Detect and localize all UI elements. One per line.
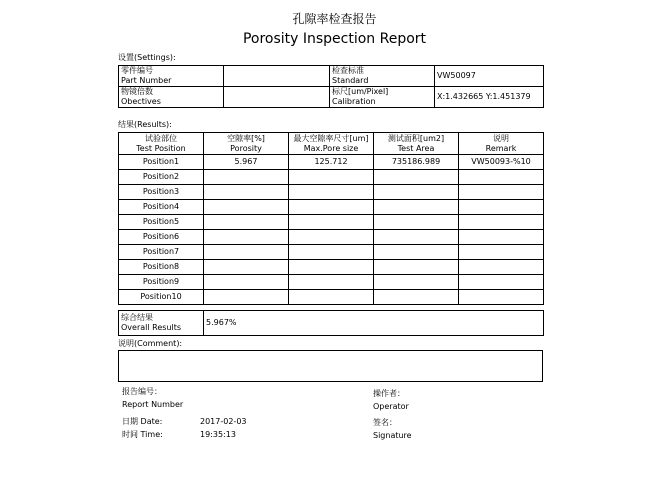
settings-table xyxy=(118,65,544,108)
table-row xyxy=(119,170,544,185)
area-cell: 735186.989 xyxy=(374,155,459,170)
table-row xyxy=(119,155,544,170)
standard-label: 检查标准 Standard xyxy=(330,66,435,87)
position-cell: Position3 xyxy=(119,185,204,200)
porosity-cell xyxy=(204,170,289,185)
porosity-cell xyxy=(204,275,289,290)
results-header-row xyxy=(119,133,544,155)
remark-cell xyxy=(459,215,544,230)
operator-label-en: Operator xyxy=(373,402,409,411)
remark-cell xyxy=(459,290,544,305)
position-cell: Position10 xyxy=(119,290,204,305)
header-porosity: 空隙率[%] Porosity xyxy=(204,133,289,155)
results-table xyxy=(118,132,544,305)
area-cell xyxy=(374,245,459,260)
position-cell: Position8 xyxy=(119,260,204,275)
settings-label: 设置(Settings): xyxy=(118,53,176,62)
max-pore-cell xyxy=(289,290,374,305)
date-label: 日期 Date: xyxy=(122,417,163,426)
overall-results-table xyxy=(118,310,544,336)
operator-label-cn: 操作者： xyxy=(373,389,405,398)
porosity-cell xyxy=(204,200,289,215)
area-cell xyxy=(374,200,459,215)
report-number-label-cn: 报告编号： xyxy=(122,387,162,396)
area-cell xyxy=(374,230,459,245)
remark-cell xyxy=(459,200,544,215)
report-title-en: Porosity Inspection Report xyxy=(242,31,427,47)
time-value: 19:35:13 xyxy=(200,430,236,439)
header-test-area: 测试面积[um2] Test Area xyxy=(374,133,459,155)
area-cell xyxy=(374,275,459,290)
objectives-label: 物镜倍数 Obectives xyxy=(119,87,224,108)
porosity-cell xyxy=(204,260,289,275)
position-cell: Position9 xyxy=(119,275,204,290)
porosity-cell: 5.967 xyxy=(204,155,289,170)
overall-row xyxy=(119,311,544,336)
porosity-cell xyxy=(204,245,289,260)
porosity-cell xyxy=(204,230,289,245)
settings-row xyxy=(119,66,544,87)
max-pore-cell xyxy=(289,275,374,290)
table-row xyxy=(119,230,544,245)
remark-cell xyxy=(459,245,544,260)
table-row xyxy=(119,290,544,305)
overall-results-label: 综合结果 Overall Results xyxy=(119,311,204,336)
table-row xyxy=(119,260,544,275)
results-label: 结果(Results): xyxy=(118,120,172,129)
position-cell: Position2 xyxy=(119,170,204,185)
max-pore-cell xyxy=(289,215,374,230)
area-cell xyxy=(374,290,459,305)
part-number-label: 零件编号 Part Number xyxy=(119,66,224,87)
comment-label: 说明(Comment): xyxy=(118,339,183,348)
report-number-label-en: Report Number xyxy=(122,400,184,409)
table-row xyxy=(119,185,544,200)
overall-results-value: 5.967% xyxy=(204,311,544,336)
header-max-pore-size: 最大空隙率尺寸[um] Max.Pore size xyxy=(289,133,374,155)
porosity-cell xyxy=(204,290,289,305)
remark-cell xyxy=(459,230,544,245)
calibration-label: 标尺[um/Pixel] Calibration xyxy=(330,87,435,108)
max-pore-cell: 125.712 xyxy=(289,155,374,170)
remark-cell xyxy=(459,170,544,185)
position-cell: Position1 xyxy=(119,155,204,170)
header-remark: 说明 Remark xyxy=(459,133,544,155)
area-cell xyxy=(374,260,459,275)
max-pore-cell xyxy=(289,260,374,275)
objectives-value xyxy=(224,87,330,108)
time-label: 时间 Time: xyxy=(122,430,163,439)
remark-cell xyxy=(459,275,544,290)
table-row xyxy=(119,200,544,215)
settings-row xyxy=(119,87,544,108)
porosity-cell xyxy=(204,215,289,230)
max-pore-cell xyxy=(289,185,374,200)
remark-cell xyxy=(459,260,544,275)
table-row xyxy=(119,275,544,290)
max-pore-cell xyxy=(289,230,374,245)
table-row xyxy=(119,245,544,260)
table-row xyxy=(119,215,544,230)
remark-cell: VW50093-%10 xyxy=(459,155,544,170)
position-cell: Position5 xyxy=(119,215,204,230)
standard-value: VW50097 xyxy=(435,66,544,87)
area-cell xyxy=(374,215,459,230)
position-cell: Position6 xyxy=(119,230,204,245)
max-pore-cell xyxy=(289,245,374,260)
max-pore-cell xyxy=(289,170,374,185)
calibration-value: X:1.432665 Y:1.451379 xyxy=(435,87,544,108)
comment-box xyxy=(118,350,543,382)
date-value: 2017-02-03 xyxy=(200,417,247,426)
signature-label-cn: 签名： xyxy=(373,418,397,427)
position-cell: Position4 xyxy=(119,200,204,215)
header-test-position: 试验部位 Test Position xyxy=(119,133,204,155)
signature-label-en: Signature xyxy=(373,431,412,440)
porosity-cell xyxy=(204,185,289,200)
position-cell: Position7 xyxy=(119,245,204,260)
report-title-cn: 孔隙率检查报告 xyxy=(292,12,377,26)
area-cell xyxy=(374,170,459,185)
max-pore-cell xyxy=(289,200,374,215)
remark-cell xyxy=(459,185,544,200)
part-number-value xyxy=(224,66,330,87)
area-cell xyxy=(374,185,459,200)
